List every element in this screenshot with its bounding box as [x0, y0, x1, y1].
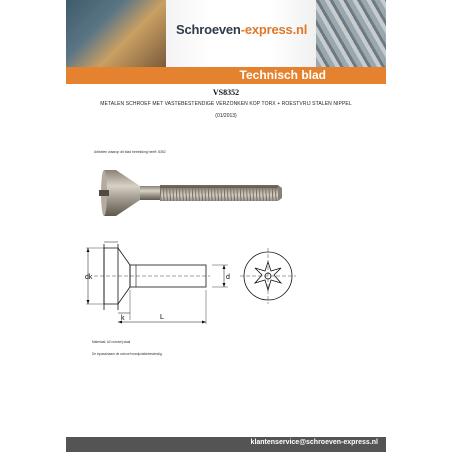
- screw-photo: [96, 168, 286, 218]
- label-L: L: [160, 314, 164, 321]
- document-date: (01/2013): [215, 113, 237, 119]
- screw-shank: [140, 186, 160, 200]
- technical-drawing: [78, 238, 368, 328]
- logo-name: Schroeven: [176, 22, 241, 37]
- footer-bar: [66, 437, 386, 452]
- logo-domain: -express.nl: [240, 22, 308, 37]
- screws-photo: [316, 0, 386, 67]
- workshop-photo: [66, 0, 166, 67]
- label-d: d: [226, 274, 230, 281]
- label-dk: dk: [85, 274, 93, 281]
- page-title: Technisch blad: [239, 68, 326, 82]
- material-note: Materiaal: A2 roestvrij staal: [92, 340, 131, 344]
- header-banner: [66, 0, 386, 67]
- product-code: VS8352: [212, 88, 240, 97]
- title-bar: [66, 67, 386, 84]
- product-description: METALEN SCHROEF MET VASTEBESTENDIGE VERZONKEN KOP TORX + ROESTVRIJ STALEN NIPPEL: [100, 101, 352, 107]
- articles-line: Artikelen waarop dit blad betrekking heeft: 8352: [94, 150, 166, 154]
- label-k: k: [121, 315, 125, 322]
- footer-email[interactable]: klantenservice@schroeven-express.nl: [250, 439, 378, 446]
- screw-thread: [160, 185, 278, 201]
- screw-tip: [278, 185, 282, 201]
- brand-logo: [176, 22, 307, 37]
- tamper-note: De inpassinaam de schroef manipulatiebestendig.: [92, 352, 163, 356]
- logo-area: [166, 0, 316, 67]
- torx-recess: [99, 190, 109, 196]
- screw-head: [104, 170, 140, 216]
- technical-sheet-page: [66, 0, 386, 452]
